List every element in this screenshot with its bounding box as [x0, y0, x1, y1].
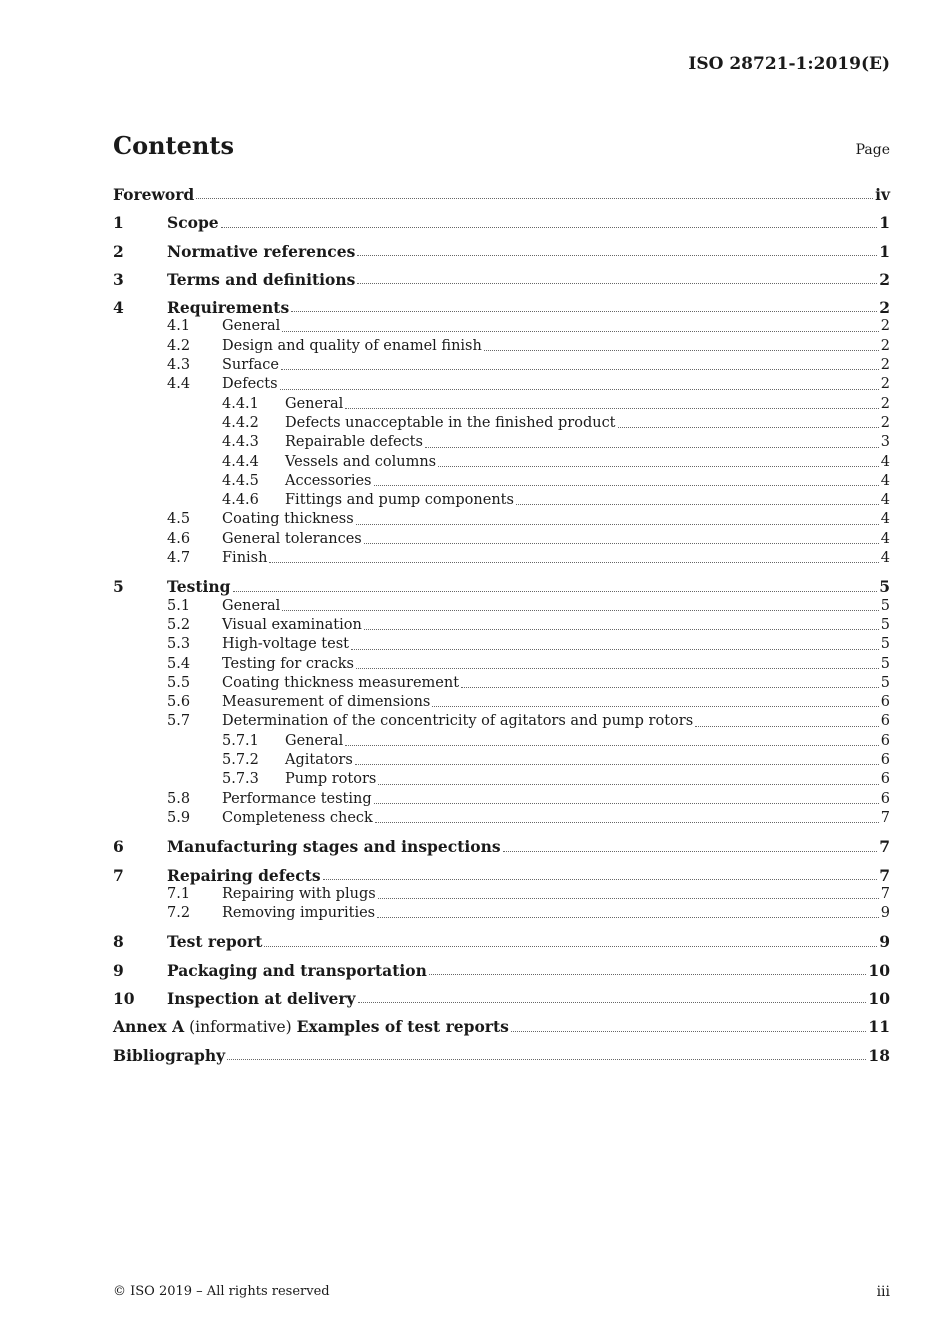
page-column-label: Page — [855, 142, 890, 158]
leader-dots — [618, 427, 879, 428]
toc-entry-5-3[interactable] — [113, 635, 890, 654]
copyright-notice: © ISO 2019 – All rights reserved — [113, 1284, 330, 1299]
toc-entry-number: 5.2 — [167, 616, 191, 633]
leader-dots — [374, 485, 879, 486]
toc-entry-number: 4.1 — [167, 318, 191, 335]
toc-entry-title: Visual examination — [222, 616, 362, 633]
toc-entry-annex-a[interactable] — [113, 1017, 890, 1036]
toc-entry-page: 5 — [880, 597, 890, 614]
toc-entry-title: Measurement of dimensions — [222, 694, 431, 711]
toc-entry-page: 5 — [879, 577, 890, 597]
toc-entry-6[interactable] — [113, 837, 890, 856]
toc-entry-title: Design and quality of enamel finish — [222, 337, 482, 354]
toc-entry-4-2[interactable] — [113, 337, 890, 356]
toc-entry-4-7[interactable] — [113, 549, 890, 568]
toc-entry-title: Pump rotors — [285, 771, 377, 788]
toc-entry-number: 3 — [113, 269, 124, 289]
toc-entry-page: 2 — [880, 357, 890, 374]
leader-dots — [280, 389, 879, 390]
toc-entry-4[interactable] — [113, 298, 890, 317]
toc-entry-number: 1 — [113, 213, 124, 233]
toc-entry-number: 5 — [113, 577, 124, 597]
leader-dots — [695, 726, 879, 727]
toc-entry-page: 1 — [879, 241, 890, 261]
leader-dots — [378, 784, 878, 785]
toc-entry-4-4-5[interactable] — [113, 472, 890, 491]
toc-entry-number: 4 — [113, 298, 124, 318]
toc-entry-page: 2 — [880, 395, 890, 412]
leader-dots — [264, 946, 877, 947]
toc-entry-title: Performance testing — [222, 790, 372, 807]
toc-entry-number: 4.4.3 — [222, 434, 259, 451]
leader-dots — [461, 687, 879, 688]
toc-entry-number: 4.7 — [167, 550, 191, 567]
toc-entry-number: 5.1 — [167, 597, 191, 614]
toc-entry-page: 2 — [880, 376, 890, 393]
toc-entry-title: Bibliography — [113, 1045, 226, 1065]
toc-entry-10[interactable] — [113, 989, 890, 1008]
toc-entry-page: 2 — [879, 298, 890, 318]
toc-entry-4-6[interactable] — [113, 530, 890, 549]
toc-entry-4-4-4[interactable] — [113, 453, 890, 472]
toc-entry-5-6[interactable] — [113, 693, 890, 712]
toc-entry-number: 4.4.6 — [222, 492, 259, 509]
annex-label: Annex A — [113, 1017, 185, 1037]
contents-title: Contents — [113, 131, 234, 160]
toc-entry-title: Accessories — [285, 472, 372, 489]
toc-entry-page: 11 — [868, 1017, 890, 1037]
toc-entry-page: 3 — [880, 434, 890, 451]
toc-entry-page: 2 — [879, 269, 890, 289]
toc-entry-8[interactable] — [113, 932, 890, 951]
toc-entry-title: Scope — [167, 213, 219, 233]
toc-entry-page: 4 — [880, 530, 890, 547]
toc-entry-title: Determination of the concentricity of agitators and pump rotors — [222, 713, 694, 730]
leader-dots — [282, 331, 878, 332]
leader-dots — [429, 974, 867, 975]
toc-entry-page: 6 — [880, 771, 890, 788]
toc-entry-foreword[interactable] — [113, 185, 890, 204]
toc-entry-7-1[interactable] — [113, 885, 890, 904]
toc-entry-page: 6 — [880, 694, 890, 711]
toc-entry-number: 5.8 — [167, 790, 191, 807]
toc-entry-page: 9 — [879, 932, 890, 952]
toc-entry-number: 5.7 — [167, 713, 191, 730]
toc-entry-page: 5 — [880, 636, 890, 653]
toc-entry-title: Testing for cracks — [222, 655, 354, 672]
toc-entry-number: 4.6 — [167, 530, 191, 547]
toc-entry-number: 5.6 — [167, 694, 191, 711]
toc-entry-title: Repairable defects — [285, 434, 423, 451]
leader-dots — [358, 1002, 867, 1003]
toc-entry-title: Examples of test reports — [296, 1017, 509, 1037]
page-number: iii — [876, 1284, 890, 1300]
toc-entry-5-9[interactable] — [113, 809, 890, 828]
toc-entry-number: 4.4.1 — [222, 395, 259, 412]
toc-entry-title: Completeness check — [222, 809, 373, 826]
toc-entry-5[interactable] — [113, 577, 890, 596]
toc-entry-9[interactable] — [113, 961, 890, 980]
leader-dots — [356, 524, 879, 525]
toc-entry-title: High-voltage test — [222, 636, 349, 653]
toc-entry-page: 4 — [880, 511, 890, 528]
leader-dots — [281, 369, 879, 370]
toc-entry-title: Finish — [222, 550, 268, 567]
toc-entry-page: 10 — [868, 988, 890, 1008]
toc-entry-2[interactable] — [113, 242, 890, 261]
toc-entry-title: Coating thickness measurement — [222, 674, 460, 691]
toc-entry-page: 9 — [880, 905, 890, 922]
toc-entry-4-4-2[interactable] — [113, 414, 890, 433]
toc-entry-title: Coating thickness — [222, 511, 354, 528]
toc-entry-4-4-3[interactable] — [113, 433, 890, 452]
leader-dots — [425, 447, 879, 448]
toc-entry-page: 10 — [868, 960, 890, 980]
toc-entry-title: General — [222, 318, 281, 335]
toc-entry-page: 5 — [880, 616, 890, 633]
leader-dots — [351, 649, 879, 650]
toc-entry-page: 6 — [880, 732, 890, 749]
toc-entry-page: 7 — [880, 809, 890, 826]
toc-entry-number: 5.4 — [167, 655, 191, 672]
leader-dots — [503, 851, 878, 852]
toc-entry-5-8[interactable] — [113, 790, 890, 809]
toc-entry-4-3[interactable] — [113, 356, 890, 375]
toc-entry-number: 7.1 — [167, 885, 191, 902]
leader-dots — [233, 591, 878, 592]
toc-entry-title: Defects unacceptable in the finished product — [285, 414, 616, 431]
toc-entry-5-1[interactable] — [113, 597, 890, 616]
toc-entry-page: 2 — [880, 318, 890, 335]
toc-entry-title: General — [222, 597, 281, 614]
toc-entry-number: 2 — [113, 241, 124, 261]
toc-entry-bibliography[interactable] — [113, 1046, 890, 1065]
toc-entry-title: Test report — [167, 932, 263, 952]
toc-entry-number: 5.9 — [167, 809, 191, 826]
toc-entry-number: 7.2 — [167, 905, 191, 922]
toc-entry-title: Requirements — [167, 298, 290, 318]
toc-entry-number: 4.3 — [167, 357, 191, 374]
toc-entry-number: 9 — [113, 960, 124, 980]
toc-entry-page: 6 — [880, 752, 890, 769]
toc-entry-5-5[interactable] — [113, 674, 890, 693]
toc-entry-page: 2 — [880, 414, 890, 431]
toc-entry-title: Terms and definitions — [167, 269, 356, 289]
toc-entry-title: Agitators — [285, 752, 353, 769]
toc-entry-5-7-3[interactable] — [113, 770, 890, 789]
toc-entry-number: 4.2 — [167, 337, 191, 354]
leader-dots — [438, 466, 879, 467]
toc-entry-page: 4 — [880, 492, 890, 509]
toc-entry-number: 6 — [113, 837, 124, 857]
toc-entry-title: General — [285, 732, 344, 749]
toc-entry-4-1[interactable] — [113, 317, 890, 336]
toc-entry-number: 5.5 — [167, 674, 191, 691]
leader-dots — [484, 350, 879, 351]
toc-entry-number: 7 — [113, 865, 124, 885]
toc-entry-number: 10 — [113, 988, 135, 1008]
leader-dots — [357, 255, 877, 256]
leader-dots — [511, 1031, 867, 1032]
toc-entry-7[interactable] — [113, 866, 890, 885]
toc-entry-5-7[interactable] — [113, 712, 890, 731]
toc-entry-page: 5 — [880, 674, 890, 691]
toc-entry-title: Surface — [222, 357, 279, 374]
toc-entry-page: iv — [875, 185, 890, 204]
leader-dots — [355, 764, 879, 765]
leader-dots — [227, 1059, 866, 1060]
leader-dots — [323, 879, 878, 880]
toc-entry-title: Inspection at delivery — [167, 988, 356, 1008]
toc-entry-4-5[interactable] — [113, 510, 890, 529]
toc-entry-4-4-1[interactable] — [113, 395, 890, 414]
toc-entry-5-4[interactable] — [113, 655, 890, 674]
toc-entry-5-2[interactable] — [113, 616, 890, 635]
toc-entry-1[interactable] — [113, 213, 890, 232]
toc-entry-page: 4 — [880, 472, 890, 489]
toc-entry-number: 4.4.2 — [222, 414, 259, 431]
leader-dots — [282, 610, 878, 611]
toc-entry-number: 5.7.3 — [222, 771, 259, 788]
toc-entry-title: Vessels and columns — [285, 453, 437, 470]
toc-entry-page: 7 — [879, 865, 890, 885]
leader-dots — [516, 504, 879, 505]
toc-entry-3[interactable] — [113, 270, 890, 289]
leader-dots — [357, 283, 877, 284]
toc-entry-page: 4 — [880, 453, 890, 470]
leader-dots — [364, 543, 879, 544]
leader-dots — [221, 227, 878, 228]
toc-entry-number: 5.3 — [167, 636, 191, 653]
leader-dots — [269, 562, 878, 563]
document-code: ISO 28721-1:2019(E) — [688, 54, 890, 74]
toc-entry-title: Repairing with plugs — [222, 885, 376, 902]
leader-dots — [364, 629, 879, 630]
toc-entry-page: 6 — [880, 790, 890, 807]
toc-entry-number: 4.4.4 — [222, 453, 259, 470]
leader-dots — [432, 706, 878, 707]
toc-entry-title: Fittings and pump components — [285, 492, 514, 509]
toc-entry-page: 7 — [880, 885, 890, 902]
toc-entry-5-7-2[interactable] — [113, 751, 890, 770]
toc-entry-page: 2 — [880, 337, 890, 354]
leader-dots — [356, 668, 879, 669]
table-of-contents — [113, 185, 890, 1065]
leader-dots — [196, 198, 873, 199]
toc-entry-title: Testing — [167, 577, 231, 597]
toc-entry-title: Foreword — [113, 185, 195, 204]
leader-dots — [345, 408, 878, 409]
toc-entry-page: 5 — [880, 655, 890, 672]
toc-entry-number: 4.5 — [167, 511, 191, 528]
toc-entry-title: Packaging and transportation — [167, 960, 427, 980]
toc-entry-title: Manufacturing stages and inspections — [167, 837, 501, 857]
toc-entry-title: Normative references — [167, 241, 356, 261]
leader-dots — [377, 917, 879, 918]
toc-entry-4-4[interactable] — [113, 375, 890, 394]
toc-entry-title: Repairing defects — [167, 865, 321, 885]
toc-entry-title: Defects — [222, 376, 278, 393]
toc-entry-number: 4.4 — [167, 376, 191, 393]
toc-entry-page: 1 — [879, 213, 890, 233]
toc-entry-7-2[interactable] — [113, 904, 890, 923]
toc-entry-page: 18 — [868, 1045, 890, 1065]
toc-entry-number: 4.4.5 — [222, 472, 259, 489]
toc-entry-title: General tolerances — [222, 530, 362, 547]
leader-dots — [291, 311, 877, 312]
toc-entry-page: 7 — [879, 837, 890, 857]
toc-entry-number: 5.7.1 — [222, 732, 259, 749]
toc-entry-page: 4 — [880, 550, 890, 567]
toc-entry-4-4-6[interactable] — [113, 491, 890, 510]
annex-informative-label: (informative) — [189, 1018, 292, 1037]
toc-entry-number: 8 — [113, 932, 124, 952]
toc-entry-page: 6 — [880, 713, 890, 730]
leader-dots — [345, 745, 878, 746]
leader-dots — [378, 898, 879, 899]
toc-entry-number: 5.7.2 — [222, 752, 259, 769]
leader-dots — [375, 822, 879, 823]
toc-entry-5-7-1[interactable] — [113, 732, 890, 751]
toc-entry-title: General — [285, 395, 344, 412]
toc-entry-title: Removing impurities — [222, 905, 376, 922]
leader-dots — [374, 803, 879, 804]
